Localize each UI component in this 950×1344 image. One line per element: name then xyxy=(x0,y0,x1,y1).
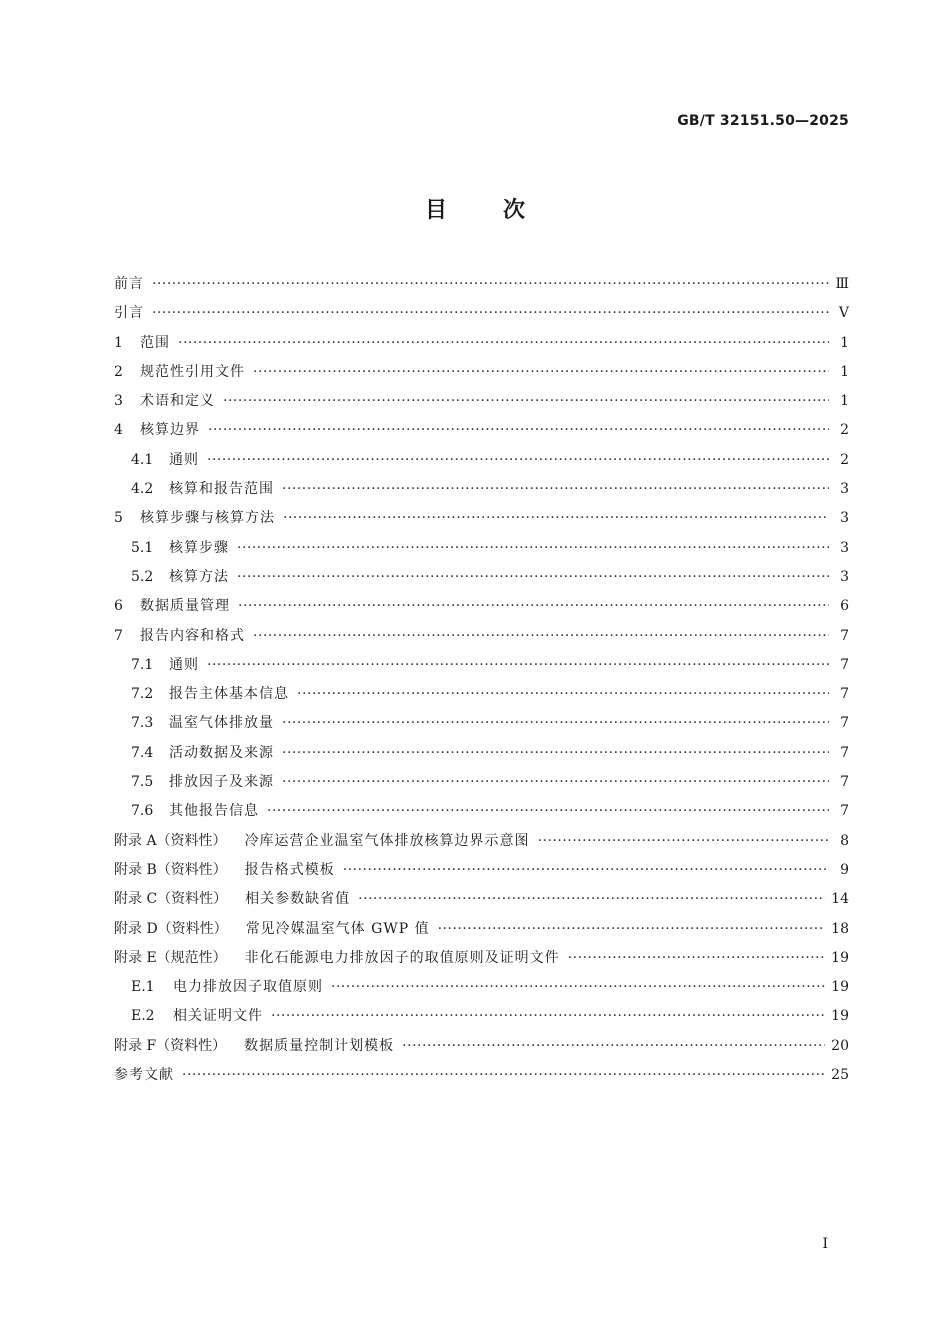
toc-entry[interactable] xyxy=(114,299,849,328)
toc-entry-number: 附录 A（资料性） xyxy=(114,832,227,849)
toc-entry-label: 通则 xyxy=(169,451,199,468)
toc-entry-number: 附录 C（资料性） xyxy=(114,891,228,908)
toc-entry-label: 核算边界 xyxy=(140,422,200,439)
toc-entry[interactable] xyxy=(114,856,849,885)
dot-leader xyxy=(282,768,829,797)
toc-entry[interactable] xyxy=(114,709,849,738)
toc-entry-page: 7 xyxy=(840,715,849,732)
toc-entry-label: 冷库运营企业温室气体排放核算边界示意图 xyxy=(244,832,530,849)
toc-entry-page: 1 xyxy=(840,393,849,410)
dot-leader xyxy=(237,563,829,592)
toc-entry[interactable] xyxy=(114,475,849,504)
toc-entry-page: 3 xyxy=(840,568,849,585)
dot-leader xyxy=(538,827,829,856)
toc-entry-label: 报告主体基本信息 xyxy=(169,686,289,703)
dot-leader xyxy=(568,944,826,973)
toc-entry-page: 2 xyxy=(840,422,849,439)
toc-entry-page: 14 xyxy=(831,891,849,908)
toc-entry[interactable] xyxy=(114,651,849,680)
table-of-contents xyxy=(114,270,849,1090)
toc-entry-page: 3 xyxy=(840,510,849,527)
toc-entry[interactable] xyxy=(114,768,849,797)
toc-entry-number: 3 xyxy=(114,393,123,410)
toc-entry-number: 附录 E（规范性） xyxy=(114,949,227,966)
toc-entry-label: 术语和定义 xyxy=(140,393,215,410)
toc-entry-label: 数据质量管理 xyxy=(140,598,230,615)
toc-entry-page: 9 xyxy=(840,861,849,878)
dot-leader xyxy=(282,475,829,504)
toc-entry-page: 20 xyxy=(831,1037,849,1054)
dot-leader xyxy=(253,622,829,651)
toc-entry-label: 核算和报告范围 xyxy=(169,481,274,498)
toc-entry[interactable] xyxy=(114,416,849,445)
toc-entry-number: 5.2 xyxy=(131,568,154,585)
toc-entry-number: 附录 D（资料性） xyxy=(114,920,228,937)
toc-entry[interactable] xyxy=(114,915,849,944)
toc-entry[interactable] xyxy=(114,944,849,973)
toc-entry-number: 7.4 xyxy=(131,744,154,761)
dot-leader xyxy=(207,446,829,475)
toc-entry-label: 核算步骤 xyxy=(169,539,229,556)
toc-entry[interactable] xyxy=(114,329,849,358)
toc-entry-number: 7 xyxy=(114,627,123,644)
toc-entry[interactable] xyxy=(114,534,849,563)
footer-page-number: I xyxy=(822,1236,828,1252)
toc-entry[interactable] xyxy=(114,797,849,826)
toc-entry-page: 7 xyxy=(840,774,849,791)
toc-entry-number: 4 xyxy=(114,422,123,439)
toc-entry-number: 6 xyxy=(114,598,123,615)
toc-entry-number: 附录 F（资料性） xyxy=(114,1037,227,1054)
toc-entry-number: 1 xyxy=(114,334,123,351)
toc-entry-label: 非化石能源电力排放因子的取值原则及证明文件 xyxy=(244,949,560,966)
toc-entry-page: 7 xyxy=(840,686,849,703)
toc-entry-number: 2 xyxy=(114,363,123,380)
toc-entry[interactable] xyxy=(114,827,849,856)
dot-leader xyxy=(223,387,829,416)
toc-entry[interactable] xyxy=(114,563,849,592)
dot-leader xyxy=(267,797,829,826)
toc-entry-page: 1 xyxy=(840,334,849,351)
page-title: 目次 xyxy=(424,198,581,223)
toc-entry-number: 7.2 xyxy=(131,686,154,703)
toc-entry-label: 核算方法 xyxy=(169,568,229,585)
dot-leader xyxy=(178,329,829,358)
toc-entry-label: 常见冷媒温室气体 GWP 值 xyxy=(245,920,430,937)
toc-entry[interactable] xyxy=(114,1032,849,1061)
toc-entry[interactable] xyxy=(114,1061,849,1090)
toc-entry-label: 温室气体排放量 xyxy=(169,715,274,732)
toc-entry-page: 7 xyxy=(840,744,849,761)
toc-entry-label: 报告内容和格式 xyxy=(140,627,245,644)
toc-entry[interactable] xyxy=(114,1002,849,1031)
toc-entry-number: 4.1 xyxy=(131,451,154,468)
toc-entry[interactable] xyxy=(114,504,849,533)
toc-entry-label: 规范性引用文件 xyxy=(140,363,245,380)
toc-entry-label: 活动数据及来源 xyxy=(169,744,274,761)
toc-entry-page: 7 xyxy=(840,656,849,673)
toc-entry-page: 19 xyxy=(831,979,849,996)
dot-leader xyxy=(207,651,829,680)
toc-entry[interactable] xyxy=(114,270,849,299)
toc-entry-label: 核算步骤与核算方法 xyxy=(140,510,275,527)
toc-entry-number: 7.5 xyxy=(131,774,154,791)
toc-entry[interactable] xyxy=(114,739,849,768)
toc-entry-label: 通则 xyxy=(169,656,199,673)
toc-entry-page: Ⅴ xyxy=(838,305,849,322)
toc-entry-page: 7 xyxy=(840,627,849,644)
dot-leader xyxy=(238,592,829,621)
toc-entry-page: 25 xyxy=(831,1067,849,1084)
toc-entry-label: 范围 xyxy=(140,334,170,351)
standard-number: GB/T 32151.50—2025 xyxy=(677,113,849,129)
toc-entry-label: 电力排放因子取值原则 xyxy=(173,979,323,996)
dot-leader xyxy=(152,270,829,299)
toc-entry-page: 2 xyxy=(840,451,849,468)
toc-entry-number: 7.1 xyxy=(131,656,154,673)
toc-entry-number: 5 xyxy=(114,510,123,527)
dot-leader xyxy=(438,915,826,944)
toc-entry-label: 排放因子及来源 xyxy=(169,774,274,791)
dot-leader xyxy=(358,885,825,914)
dot-leader xyxy=(152,299,829,328)
toc-entry-number: E.2 xyxy=(131,1008,155,1025)
toc-entry[interactable] xyxy=(114,622,849,651)
toc-entry-label: 数据质量控制计划模板 xyxy=(244,1037,395,1054)
toc-entry[interactable] xyxy=(114,592,849,621)
toc-entry-page: 3 xyxy=(840,481,849,498)
toc-entry[interactable] xyxy=(114,358,849,387)
toc-entry-page: Ⅲ xyxy=(835,276,849,292)
toc-entry-page: 18 xyxy=(831,920,849,937)
toc-entry-page: 19 xyxy=(831,1008,849,1025)
dot-leader xyxy=(208,416,829,445)
dot-leader xyxy=(253,358,829,387)
toc-entry-label: 其他报告信息 xyxy=(169,803,259,820)
toc-entry-label: 相关证明文件 xyxy=(173,1008,263,1025)
toc-entry-number: 5.1 xyxy=(131,539,154,556)
toc-entry-page: 1 xyxy=(840,363,849,380)
toc-entry-label: 引言 xyxy=(114,305,144,322)
dot-leader xyxy=(282,709,829,738)
dot-leader xyxy=(182,1061,825,1090)
dot-leader xyxy=(331,973,825,1002)
dot-leader xyxy=(297,680,829,709)
toc-entry-number: E.1 xyxy=(131,979,155,996)
dot-leader xyxy=(343,856,829,885)
toc-entry-number: 4.2 xyxy=(131,481,154,498)
toc-entry-label: 报告格式模板 xyxy=(244,861,335,878)
toc-entry-number: 7.6 xyxy=(131,803,154,820)
dot-leader xyxy=(283,504,829,533)
toc-entry-page: 6 xyxy=(840,598,849,615)
toc-entry-page: 7 xyxy=(840,803,849,820)
toc-entry-page: 19 xyxy=(831,949,849,966)
dot-leader xyxy=(237,534,829,563)
dot-leader xyxy=(271,1002,825,1031)
toc-entry-label: 相关参数缺省值 xyxy=(245,891,351,908)
toc-entry[interactable] xyxy=(114,680,849,709)
toc-entry-label: 参考文献 xyxy=(114,1067,174,1084)
toc-entry[interactable] xyxy=(114,387,849,416)
toc-entry-page: 3 xyxy=(840,539,849,556)
toc-entry[interactable] xyxy=(114,446,849,475)
dot-leader xyxy=(402,1032,825,1061)
toc-entry-page: 8 xyxy=(840,832,849,849)
toc-entry[interactable] xyxy=(114,885,849,914)
toc-entry[interactable] xyxy=(114,973,849,1002)
toc-entry-label: 前言 xyxy=(114,276,144,292)
dot-leader xyxy=(282,739,829,768)
toc-entry-number: 7.3 xyxy=(131,715,154,732)
toc-entry-number: 附录 B（资料性） xyxy=(114,861,227,878)
